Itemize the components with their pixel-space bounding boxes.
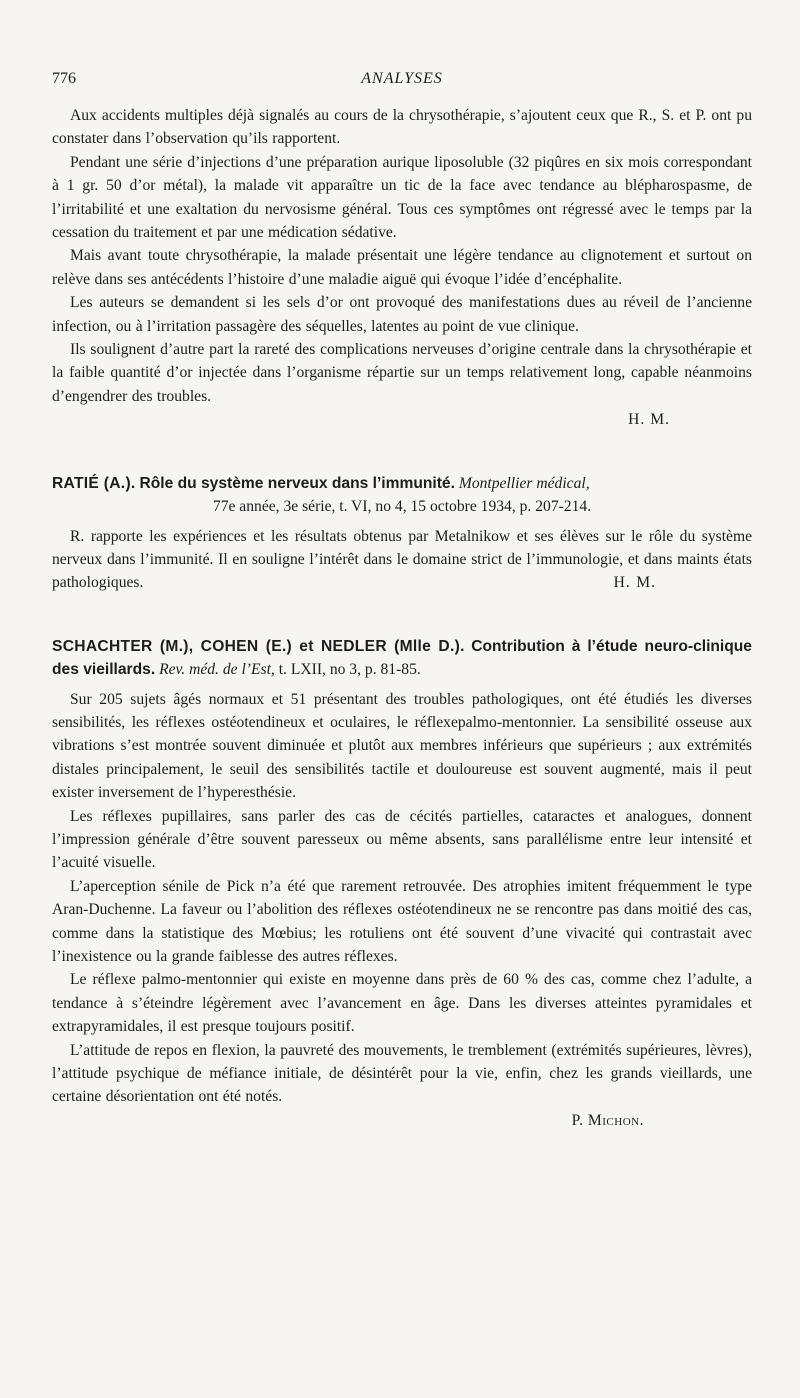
paragraph: Ils soulignent d’autre part la rareté des complications nerveuses d’origine centrale dans la chrysothérapie et la faible quantité d’or injectée dans l’organisme répartie sur un temps relativement long, capable néanmoins d’engendrer des troubles. bbox=[52, 341, 752, 405]
signature bbox=[52, 1109, 752, 1132]
authors: RATIÉ (A.). bbox=[52, 474, 136, 492]
signature: H. M. bbox=[613, 574, 656, 592]
running-head bbox=[52, 70, 752, 100]
paragraph: Le réflexe palmo-mentonnier qui existe en moyenne dans près de 60 % des cas, comme chez l’adulte, a tendance à s’éteindre légèrement avec l’avancement en âge. Dans les diverses atteintes pyramidales et extrapyramidales, il est presque toujours positif. bbox=[52, 971, 752, 1036]
article-title: Rôle du système nerveux dans l’immunité. bbox=[139, 474, 455, 492]
paragraph: Mais avant toute chrysothérapie, la malade présentait une légère tendance au clignotement et surtout on relève dans ses antécédents l’histoire d’une maladie aiguë qui évoque l’idée d’encéphalite. bbox=[52, 247, 752, 288]
entry-heading bbox=[52, 472, 752, 519]
paragraph: Pendant une série d’injections d’une préparation aurique liposoluble (32 piqûres en six mois correspondant à 1 gr. 50 d’or métal), la malade vit apparaître un tic de la face avec tendance au blépharospasme, de l’irritabilité et une exaltation du nervosisme général. Tous ces symptômes ont régressé avec le temps par la cessation du traitement et par une médication sédative. bbox=[52, 153, 752, 242]
paragraph: Sur 205 sujets âgés normaux et 51 présentant des troubles pathologiques, ont été étudiés les diverses sensibilités, les réflexes ostéotendineux et oculaires, le réflexepalmo-mentonnier. La sensibilité osseuse aux vibrations s’est montrée souvent diminuée et plutôt aux membres inférieurs que supérieurs ; aux extrémités distales principalement, le seuil des sensibilités tactile et douloureuse est souvent augmenté, mais il peut exister inversement de l’hyperesthésie. bbox=[52, 690, 752, 802]
journal-name: Rev. méd. de l’Est, bbox=[159, 661, 275, 679]
paragraph: L’attitude de repos en flexion, la pauvreté des mouvements, le tremblement (extrémités supérieures, lèvres), l’attitude psychique de méfiance initiale, de désintérêt pour la vie, enfin, chez les grands vieillards, une certaine désorientation ont été notés. bbox=[52, 1041, 752, 1106]
signature: H. M. bbox=[628, 411, 670, 429]
entry-heading bbox=[52, 635, 752, 682]
header-title: ANALYSES bbox=[361, 70, 443, 87]
article-title: Contribution à l’étude neuro-clinique des vieillards. bbox=[52, 637, 752, 679]
journal-name: Montpellier médical, bbox=[458, 474, 590, 492]
analysis-entry-1 bbox=[52, 104, 752, 432]
citation: t. LXII, no 3, p. 81-85. bbox=[278, 661, 421, 679]
analysis-entry-2 bbox=[52, 472, 752, 595]
citation: 77e année, 3e série, t. VI, no 4, 15 octobre 1934, p. 207-214. bbox=[212, 498, 592, 516]
paragraph: Les réflexes pupillaires, sans parler des cas de cécités partielles, cataractes et analogues, donnent l’impression générale d’être souvent paresseux ou même absents, sans parallélisme entre leur intensité et l’acuité visuelle. bbox=[52, 807, 752, 872]
page-number: 776 bbox=[52, 70, 76, 87]
authors: SCHACHTER (M.), COHEN (E.) et NEDLER (Mlle D.). bbox=[52, 637, 465, 655]
paragraph-text: R. rapporte les expériences et les résultats obtenus par Metalnikow et ses élèves sur le rôle du système nerveux dans l’immunité. Il en souligne l’intérêt dans le domaine strict de l’immunologie, et dans maints états pathologiques. bbox=[52, 527, 752, 592]
analysis-entry-3 bbox=[52, 635, 752, 1133]
paragraph bbox=[52, 525, 752, 595]
paragraph: Les auteurs se demandent si les sels d’or ont provoqué des manifestations dues au réveil de l’ancienne infection, ou à l’irritation passagère des séquelles, latentes au point de vue clinique. bbox=[52, 294, 752, 335]
paragraph: L’aperception sénile de Pick n’a été que rarement retrouvée. Des atrophies imitent fréquemment le type Aran-Duchenne. La faveur ou l’abolition des réflexes ostéotendineux ne se rencontre pas dans moitié des cas, comme dans la statistique des Mœbius; les rotuliens ont été souvent d’une vivacité qui contrastait avec l’inexistence ou la grande faiblesse des autres réflexes. bbox=[52, 877, 752, 965]
signature-text: P. Michon. bbox=[571, 1111, 644, 1129]
paragraph: Aux accidents multiples déjà signalés au cours de la chrysothérapie, s’ajoutent ceux que R., S. et P. ont pu constater dans l’observation qu’ils rapportent. bbox=[52, 107, 752, 148]
